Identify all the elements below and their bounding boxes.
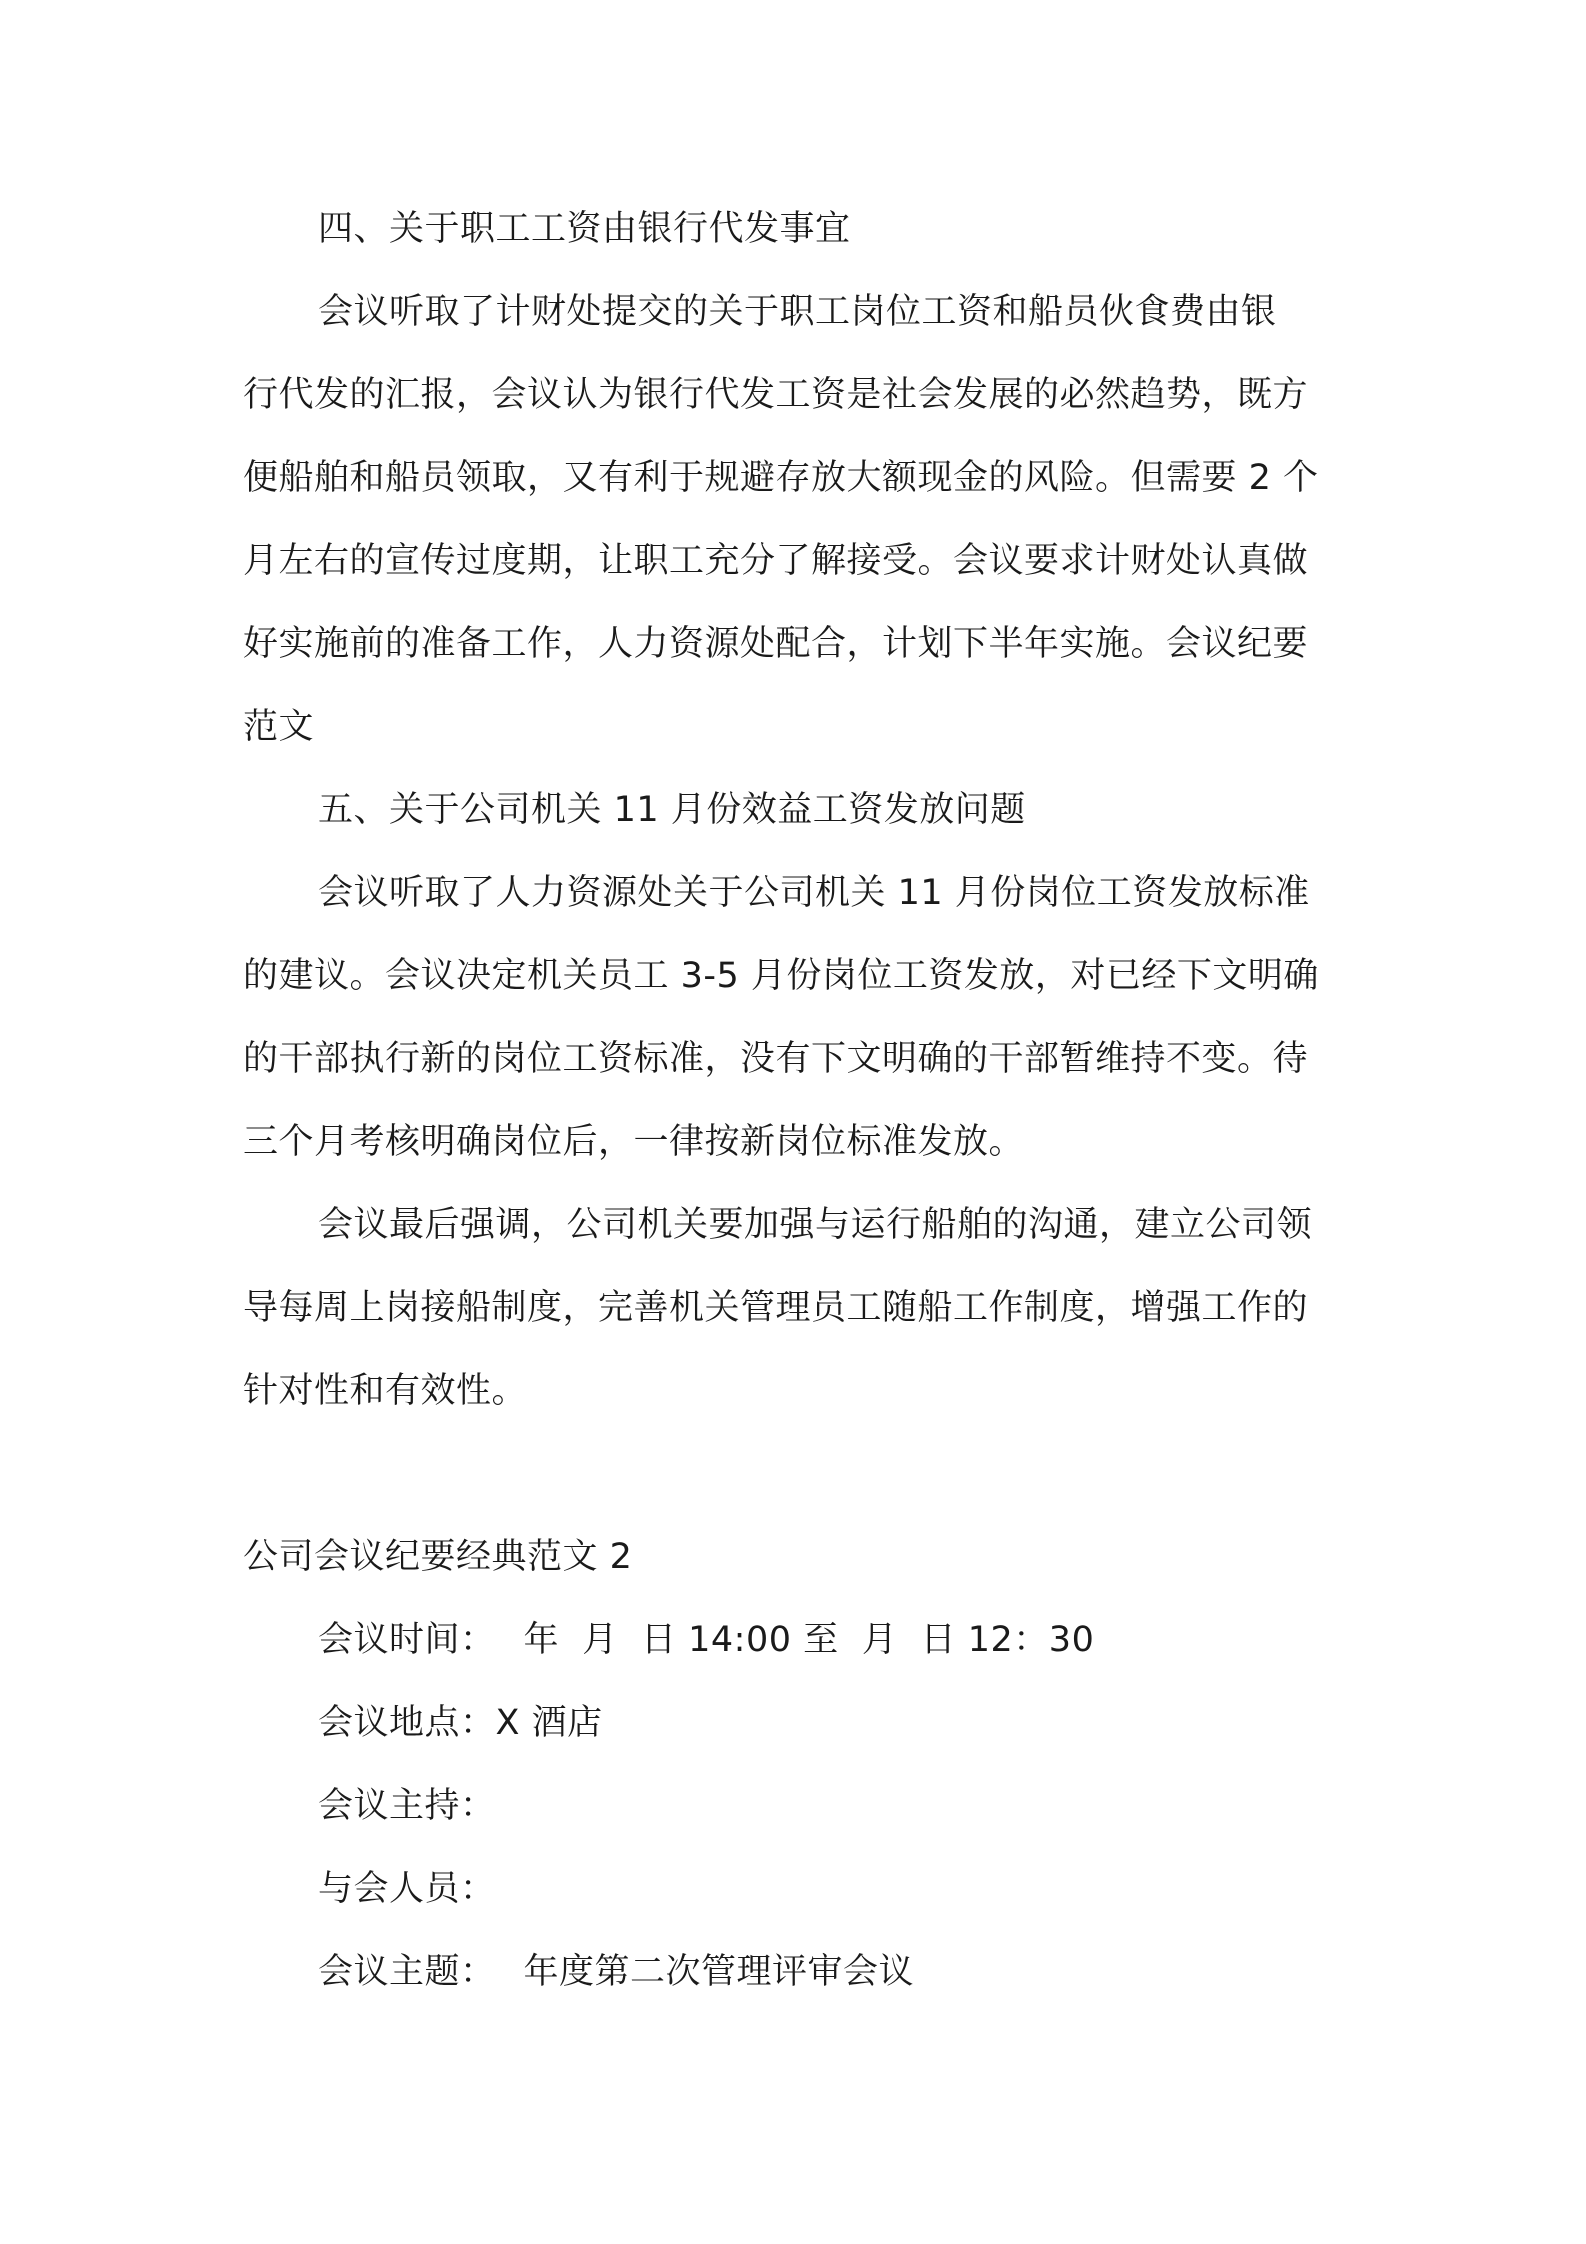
section5-para-line: 的干部执行新的岗位工资标准，没有下文明确的干部暂维持不变。待 bbox=[243, 1039, 1309, 1079]
doc2-title: 公司会议纪要经典范文 2 bbox=[243, 1537, 633, 1577]
meeting-topic-label: 会议主题： bbox=[318, 1952, 496, 1992]
section4-heading: 四、关于职工工资由银行代发事宜 bbox=[318, 209, 851, 249]
meeting-time-row bbox=[318, 1618, 1094, 1662]
section5-para-line: 的建议。会议决定机关员工 3-5 月份岗位工资发放，对已经下文明确 bbox=[243, 956, 1319, 996]
section4-para-line: 好实施前的准备工作，人力资源处配合，计划下半年实施。会议纪要 bbox=[243, 624, 1309, 664]
meeting-host-label: 会议主持： bbox=[318, 1786, 496, 1826]
meeting-time-label: 会议时间： bbox=[318, 1620, 496, 1660]
section5-heading: 五、关于公司机关 11 月份效益工资发放问题 bbox=[318, 790, 1026, 830]
section5-para-line: 三个月考核明确岗位后，一律按新岗位标准发放。 bbox=[243, 1122, 1025, 1162]
section4-para-line: 便船舶和船员领取，又有利于规避存放大额现金的风险。但需要 2 个 bbox=[243, 458, 1319, 498]
meeting-place-row bbox=[318, 1701, 603, 1745]
closing-para-line: 会议最后强调，公司机关要加强与运行船舶的沟通，建立公司领 bbox=[318, 1205, 1313, 1245]
meeting-time-value: 年 月 日 14:00 至 月 日 12：30 bbox=[523, 1620, 1095, 1660]
section4-para-line: 范文 bbox=[243, 707, 315, 747]
meeting-attendees-label: 与会人员： bbox=[318, 1869, 496, 1909]
meeting-place-value: X 酒店 bbox=[495, 1703, 603, 1743]
meeting-place-label: 会议地点： bbox=[318, 1703, 496, 1743]
closing-para-line: 导每周上岗接船制度，完善机关管理员工随船工作制度，增强工作的 bbox=[243, 1288, 1309, 1328]
section4-para-line: 会议听取了计财处提交的关于职工岗位工资和船员伙食费由银 bbox=[318, 292, 1277, 332]
section4-para-line: 行代发的汇报，会议认为银行代发工资是社会发展的必然趋势，既方 bbox=[243, 375, 1309, 415]
closing-para-line: 针对性和有效性。 bbox=[243, 1371, 528, 1411]
section4-para-line: 月左右的宣传过度期，让职工充分了解接受。会议要求计财处认真做 bbox=[243, 541, 1309, 581]
section5-para-line: 会议听取了人力资源处关于公司机关 11 月份岗位工资发放标准 bbox=[318, 873, 1310, 913]
meeting-topic-value: 年度第二次管理评审会议 bbox=[523, 1952, 915, 1992]
meeting-topic-row bbox=[318, 1950, 914, 1994]
